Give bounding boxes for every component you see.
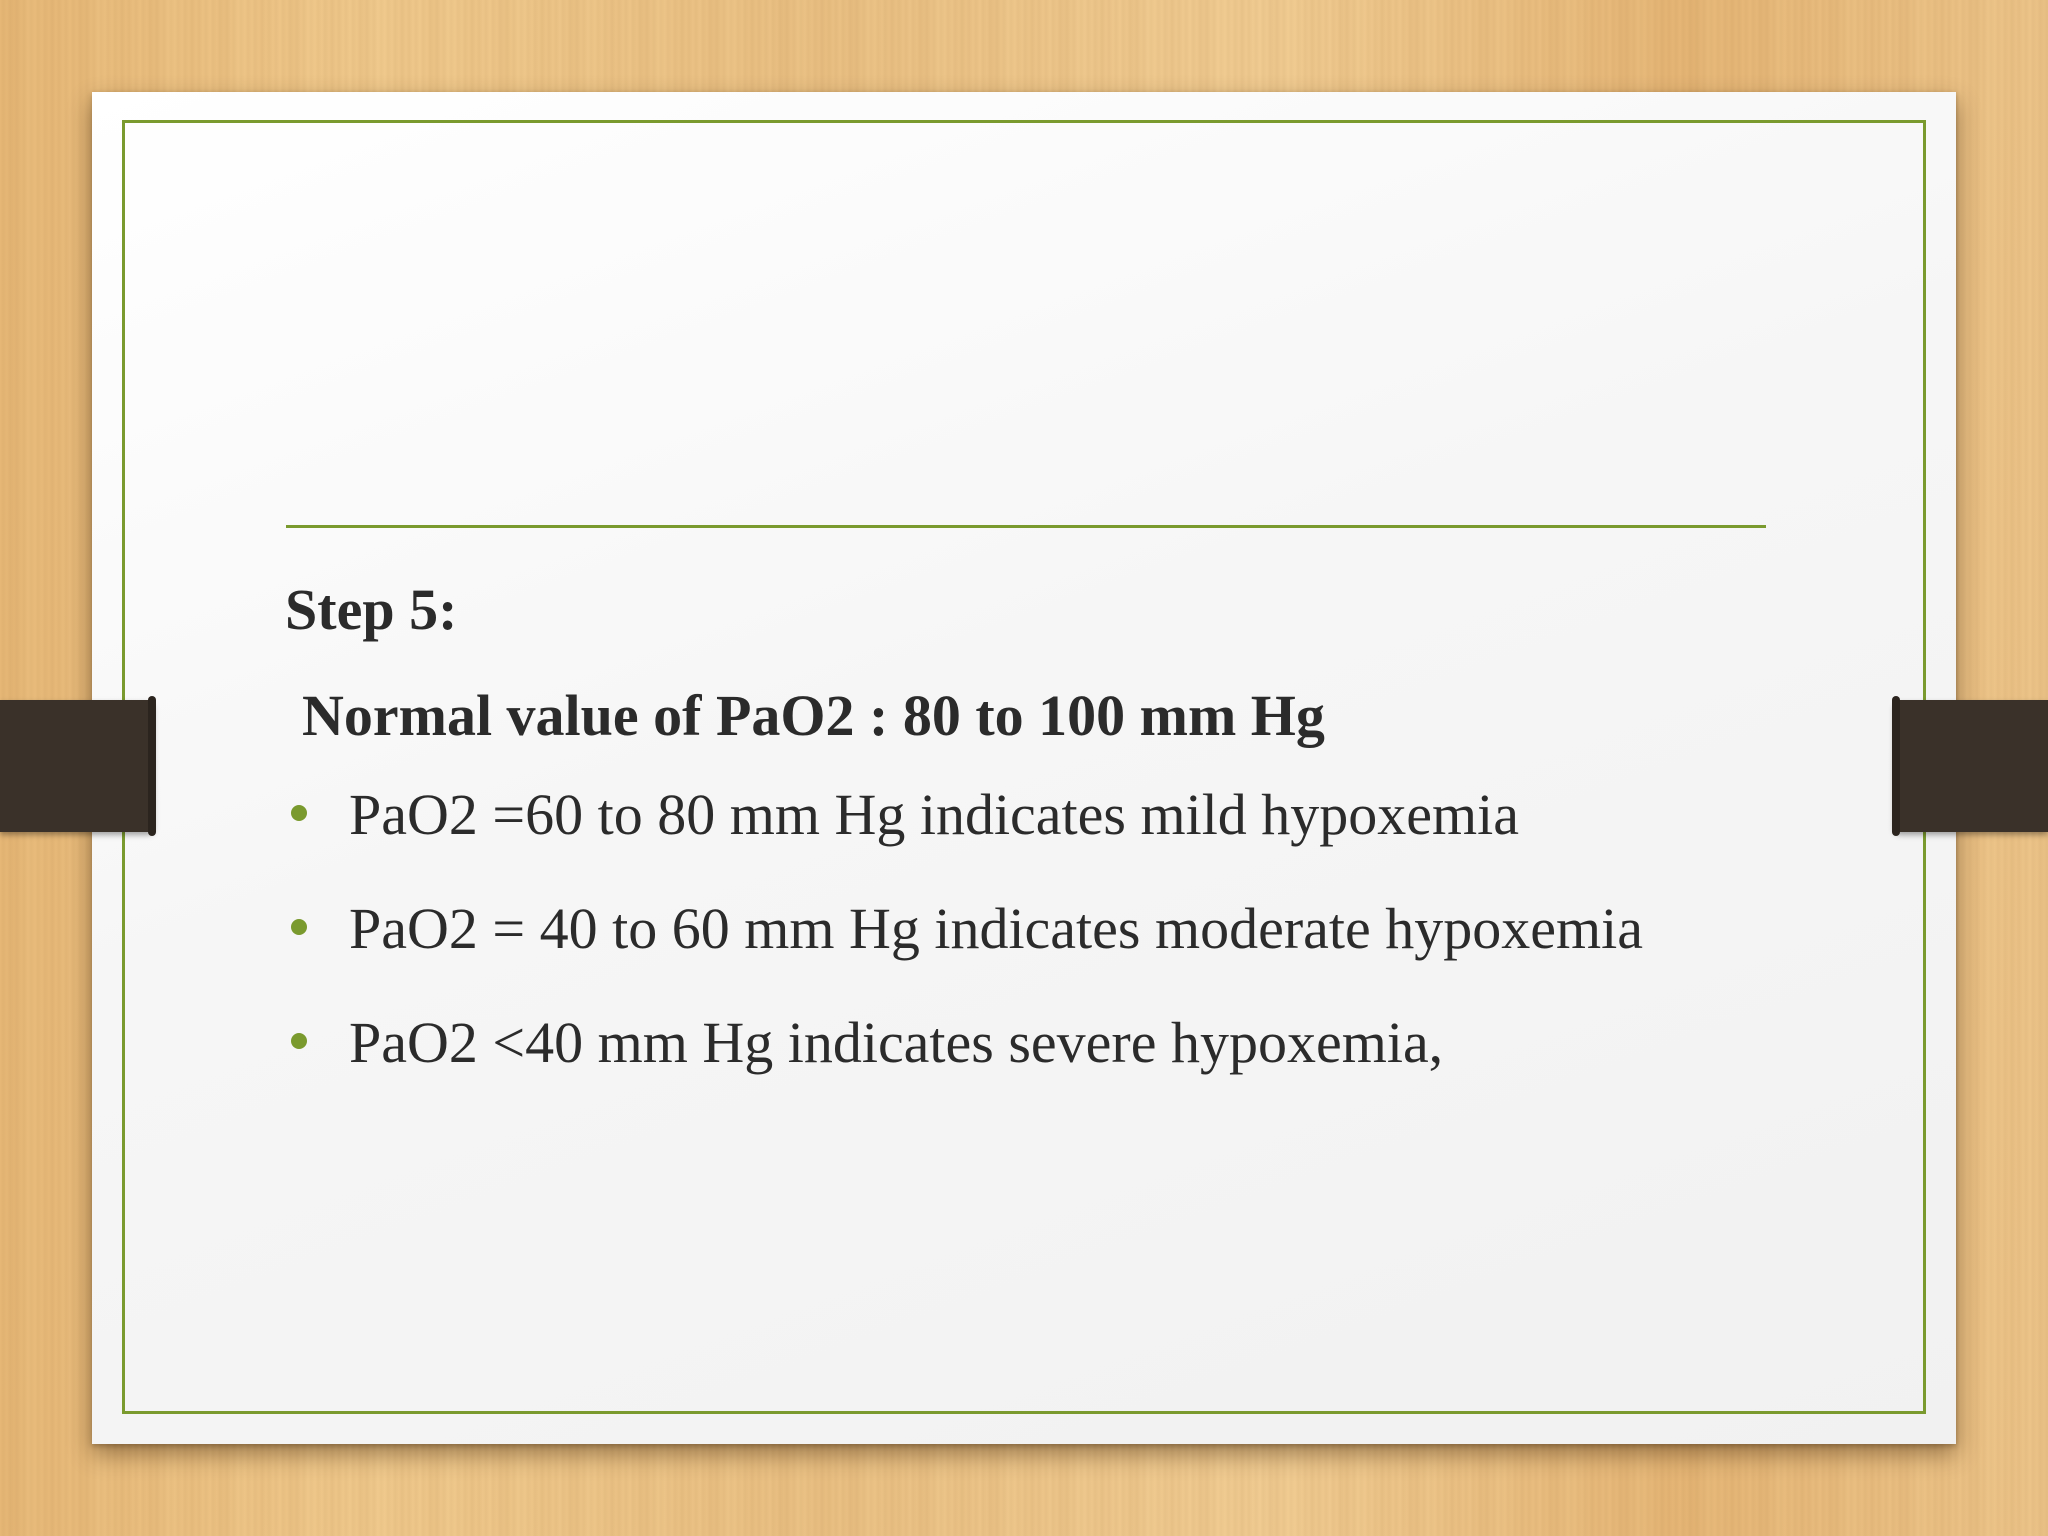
bullet-text: PaO2 <40 mm Hg indicates severe hypoxemia, — [349, 1010, 1444, 1075]
bullet-dot-icon — [291, 805, 307, 821]
bullet-dot-icon — [291, 919, 307, 935]
bullet-list — [285, 774, 1785, 1084]
step-heading: Step 5: — [285, 577, 458, 642]
title-divider — [286, 525, 1766, 528]
bullet-item-severe — [285, 1002, 1785, 1084]
right-binder-clip — [1894, 700, 2048, 832]
normal-value-line: Normal value of PaO2 : 80 to 100 mm Hg — [302, 683, 1325, 748]
slide-content — [285, 570, 1785, 1116]
bullet-dot-icon — [291, 1033, 307, 1049]
bullet-item-mild — [285, 774, 1785, 856]
left-binder-clip — [0, 700, 154, 832]
bullet-text: PaO2 =60 to 80 mm Hg indicates mild hypoxemia — [349, 782, 1520, 847]
bullet-item-moderate — [285, 888, 1785, 970]
bullet-text: PaO2 = 40 to 60 mm Hg indicates moderate hypoxemia — [349, 896, 1643, 961]
